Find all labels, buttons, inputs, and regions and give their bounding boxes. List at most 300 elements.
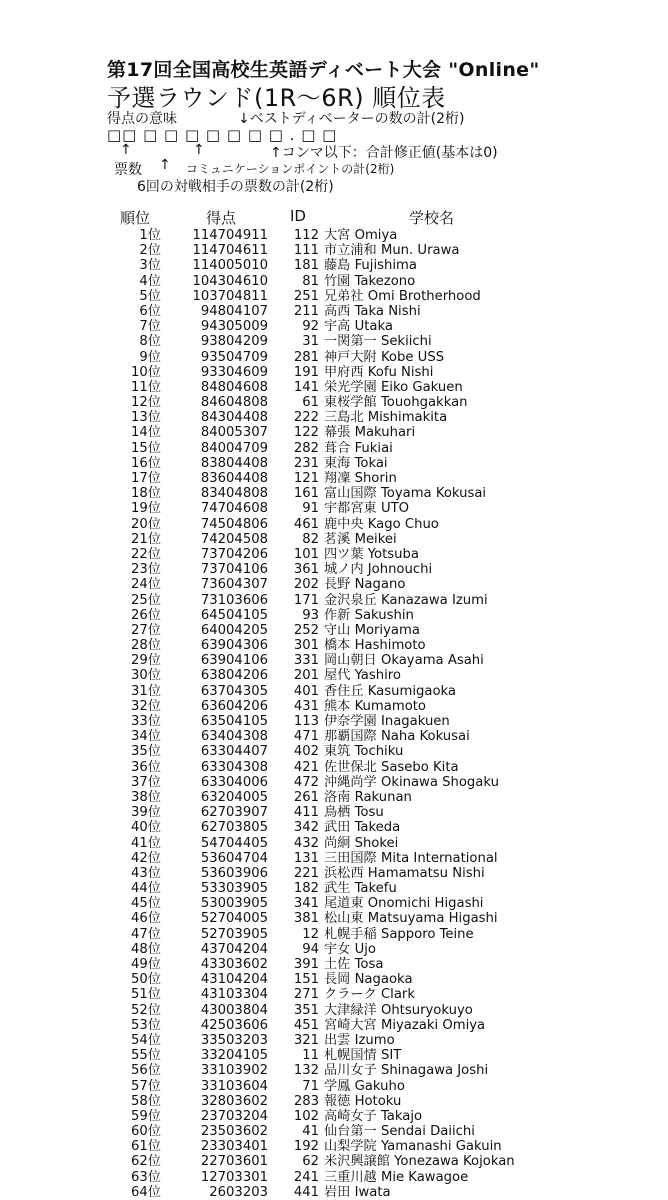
table-row bbox=[0, 380, 668, 395]
id-cell: 202 bbox=[293, 577, 319, 593]
rank-cell: 7位 bbox=[139, 319, 161, 335]
table-row bbox=[0, 1018, 668, 1033]
school-cell: 葺合 Fukiai bbox=[324, 440, 393, 456]
school-cell: 武田 Takeda bbox=[324, 820, 401, 836]
score-cell: 52704005 bbox=[200, 911, 268, 927]
school-cell: 長野 Nagano bbox=[324, 577, 406, 593]
id-cell: 231 bbox=[293, 455, 319, 471]
rank-cell: 37位 bbox=[131, 774, 161, 790]
column-header-school: 学校名 bbox=[409, 209, 455, 227]
rank-cell: 52位 bbox=[131, 1002, 161, 1018]
id-cell: 182 bbox=[293, 881, 319, 897]
school-cell: 岩田 Iwata bbox=[324, 1184, 391, 1200]
score-cell: 12703301 bbox=[200, 1169, 268, 1185]
id-cell: 283 bbox=[293, 1093, 319, 1109]
table-row bbox=[0, 517, 668, 532]
school-cell: 屋代 Yashiro bbox=[324, 668, 401, 684]
table-row bbox=[0, 623, 668, 638]
id-cell: 222 bbox=[293, 410, 319, 426]
school-cell: 米沢興譲館 Yonezawa Kojokan bbox=[324, 1154, 515, 1170]
school-cell: 洛南 Rakunan bbox=[324, 789, 412, 805]
table-row bbox=[0, 228, 668, 243]
rank-cell: 17位 bbox=[131, 471, 161, 486]
score-cell: 33503203 bbox=[200, 1032, 268, 1048]
rank-cell: 14位 bbox=[131, 425, 161, 441]
rank-cell: 6位 bbox=[139, 303, 161, 319]
score-cell: 63704305 bbox=[200, 683, 268, 699]
table-row bbox=[0, 608, 668, 623]
table-row bbox=[0, 684, 668, 699]
legend-digit-boxes: □□ □ □ □ □ □ □ □ . □ □ bbox=[107, 126, 338, 144]
school-cell: 三島北 Mishimakita bbox=[324, 410, 448, 426]
score-cell: 43704204 bbox=[200, 941, 268, 957]
rank-cell: 57位 bbox=[131, 1078, 161, 1094]
school-cell: 札幌手稲 Sapporo Teine bbox=[324, 926, 474, 942]
score-cell: 114704611 bbox=[192, 243, 268, 259]
rank-cell: 40位 bbox=[131, 820, 161, 836]
rank-cell: 1位 bbox=[139, 228, 161, 243]
score-cell: 103704811 bbox=[192, 288, 268, 304]
table-row bbox=[0, 866, 668, 881]
school-cell: 四ツ葉 Yotsuba bbox=[324, 546, 419, 562]
rank-cell: 62位 bbox=[131, 1154, 161, 1170]
table-row bbox=[0, 881, 668, 896]
legend-arrow-opponents: ↑ bbox=[159, 157, 171, 173]
table-row bbox=[0, 593, 668, 608]
rank-cell: 31位 bbox=[131, 683, 161, 699]
rank-cell: 13位 bbox=[131, 410, 161, 426]
id-cell: 211 bbox=[293, 303, 319, 319]
school-cell: 東海 Tokai bbox=[324, 455, 388, 471]
table-row bbox=[0, 653, 668, 668]
school-cell: 大宮 Omiya bbox=[324, 228, 398, 243]
id-cell: 111 bbox=[293, 243, 319, 259]
table-row bbox=[0, 532, 668, 547]
school-cell: 幕張 Makuhari bbox=[324, 425, 416, 441]
id-cell: 81 bbox=[302, 273, 319, 289]
table-row bbox=[0, 1079, 668, 1094]
school-cell: 尾道東 Onomichi Higashi bbox=[324, 896, 484, 912]
school-cell: 宇女 Ujo bbox=[324, 941, 376, 957]
id-cell: 141 bbox=[293, 379, 319, 395]
school-cell: 那覇国際 Naha Kokusai bbox=[324, 729, 470, 745]
id-cell: 171 bbox=[293, 592, 319, 608]
id-cell: 402 bbox=[293, 744, 319, 760]
score-cell: 84604808 bbox=[200, 395, 268, 411]
score-cell: 83404808 bbox=[200, 486, 268, 502]
score-cell: 114005010 bbox=[192, 258, 268, 274]
score-cell: 63604206 bbox=[200, 698, 268, 714]
id-cell: 132 bbox=[293, 1063, 319, 1079]
id-cell: 472 bbox=[293, 774, 319, 790]
id-cell: 161 bbox=[293, 486, 319, 502]
table-row bbox=[0, 410, 668, 425]
table-row bbox=[0, 547, 668, 562]
school-cell: 鹿中央 Kago Chuo bbox=[324, 516, 439, 532]
id-cell: 301 bbox=[293, 638, 319, 654]
column-header-id: ID bbox=[290, 207, 306, 225]
rank-cell: 63位 bbox=[131, 1169, 161, 1185]
id-cell: 391 bbox=[293, 957, 319, 972]
rank-cell: 5位 bbox=[139, 288, 161, 304]
table-row bbox=[0, 562, 668, 577]
score-cell: 83604408 bbox=[200, 471, 268, 486]
rank-cell: 21位 bbox=[131, 531, 161, 547]
table-row bbox=[0, 1124, 668, 1139]
id-cell: 71 bbox=[302, 1078, 319, 1094]
score-cell: 74704608 bbox=[200, 501, 268, 517]
rank-cell: 64位 bbox=[131, 1184, 161, 1200]
school-cell: 竹園 Takezono bbox=[324, 273, 416, 289]
school-cell: 佐世保北 Sasebo Kita bbox=[324, 759, 459, 775]
school-cell: 土佐 Tosa bbox=[324, 957, 384, 972]
rank-cell: 29位 bbox=[131, 653, 161, 669]
rank-cell: 41位 bbox=[131, 835, 161, 851]
score-cell: 53603906 bbox=[200, 865, 268, 881]
score-cell: 74204508 bbox=[200, 531, 268, 547]
id-cell: 113 bbox=[293, 714, 319, 729]
table-row bbox=[0, 851, 668, 866]
rank-cell: 12位 bbox=[131, 395, 161, 411]
school-cell: 出雲 Izumo bbox=[324, 1032, 395, 1048]
table-row bbox=[0, 927, 668, 942]
rank-cell: 43位 bbox=[131, 865, 161, 881]
rank-cell: 61位 bbox=[131, 1139, 161, 1155]
table-row bbox=[0, 334, 668, 349]
id-cell: 122 bbox=[293, 425, 319, 441]
school-cell: 富山国際 Toyama Kokusai bbox=[324, 486, 487, 502]
table-row bbox=[0, 1185, 668, 1200]
rank-cell: 39位 bbox=[131, 805, 161, 821]
id-cell: 31 bbox=[302, 334, 319, 350]
school-cell: 東桜学館 Touohgakkan bbox=[324, 395, 468, 411]
school-cell: 宇都宮東 UTO bbox=[324, 501, 410, 517]
score-cell: 62703907 bbox=[200, 805, 268, 821]
id-cell: 11 bbox=[302, 1048, 319, 1064]
id-cell: 62 bbox=[302, 1154, 319, 1170]
legend-comma-note: ↑コンマ以下：合計修正値(基本は0) bbox=[270, 145, 498, 161]
school-cell: 熊本 Kumamoto bbox=[324, 698, 426, 714]
score-cell: 73704206 bbox=[200, 546, 268, 562]
table-row bbox=[0, 1063, 668, 1078]
score-cell: 84804608 bbox=[200, 379, 268, 395]
table-row bbox=[0, 668, 668, 683]
score-cell: 63504105 bbox=[200, 714, 268, 729]
school-cell: 翔凜 Shorin bbox=[324, 471, 397, 486]
school-cell: 作新 Sakushin bbox=[324, 607, 414, 623]
school-cell: 沖縄尚学 Okinawa Shogaku bbox=[324, 774, 499, 790]
table-row bbox=[0, 258, 668, 273]
school-cell: 兄弟社 Omi Brotherhood bbox=[324, 288, 481, 304]
rank-cell: 16位 bbox=[131, 455, 161, 471]
rank-cell: 26位 bbox=[131, 607, 161, 623]
score-cell: 63204005 bbox=[200, 789, 268, 805]
score-cell: 84304408 bbox=[200, 410, 268, 426]
rank-cell: 18位 bbox=[131, 486, 161, 502]
table-row bbox=[0, 987, 668, 1002]
table-row bbox=[0, 350, 668, 365]
id-cell: 112 bbox=[293, 228, 319, 243]
score-cell: 83804408 bbox=[200, 455, 268, 471]
id-cell: 411 bbox=[293, 805, 319, 821]
id-cell: 181 bbox=[293, 258, 319, 274]
id-cell: 131 bbox=[293, 850, 319, 866]
score-cell: 23303401 bbox=[200, 1139, 268, 1155]
rank-cell: 10位 bbox=[131, 364, 161, 380]
school-cell: 尚絅 Shokei bbox=[324, 835, 399, 851]
table-row bbox=[0, 1094, 668, 1109]
table-row bbox=[0, 243, 668, 258]
score-cell: 74504806 bbox=[200, 516, 268, 532]
id-cell: 432 bbox=[293, 835, 319, 851]
school-cell: 藤島 Fujishima bbox=[324, 258, 417, 274]
id-cell: 451 bbox=[293, 1017, 319, 1033]
school-cell: 金沢泉丘 Kanazawa Izumi bbox=[324, 592, 488, 608]
score-cell: 73604307 bbox=[200, 577, 268, 593]
school-cell: 甲府西 Kofu Nishi bbox=[324, 364, 434, 380]
rank-cell: 50位 bbox=[131, 972, 161, 988]
rank-cell: 51位 bbox=[131, 987, 161, 1003]
rank-cell: 25位 bbox=[131, 592, 161, 608]
school-cell: 品川女子 Shinagawa Joshi bbox=[324, 1063, 489, 1079]
id-cell: 201 bbox=[293, 668, 319, 684]
id-cell: 252 bbox=[293, 622, 319, 638]
school-cell: 高西 Taka Nishi bbox=[324, 303, 421, 319]
id-cell: 271 bbox=[293, 987, 319, 1003]
school-cell: 岡山朝日 Okayama Asahi bbox=[324, 653, 484, 669]
table-row bbox=[0, 1033, 668, 1048]
table-row bbox=[0, 1109, 668, 1124]
table-row bbox=[0, 744, 668, 759]
score-cell: 23703204 bbox=[200, 1108, 268, 1124]
id-cell: 471 bbox=[293, 729, 319, 745]
id-cell: 102 bbox=[293, 1108, 319, 1124]
school-cell: 伊奈学園 Inagakuen bbox=[324, 714, 450, 729]
score-cell: 93304609 bbox=[200, 364, 268, 380]
score-cell: 33103902 bbox=[200, 1063, 268, 1079]
table-row bbox=[0, 896, 668, 911]
id-cell: 12 bbox=[302, 926, 319, 942]
rank-cell: 46位 bbox=[131, 911, 161, 927]
rank-cell: 60位 bbox=[131, 1124, 161, 1140]
table-row bbox=[0, 501, 668, 516]
score-cell: 63304407 bbox=[200, 744, 268, 760]
score-cell: 53303905 bbox=[200, 881, 268, 897]
school-cell: 神戸大附 Kobe USS bbox=[324, 349, 445, 365]
table-row bbox=[0, 395, 668, 410]
school-cell: 長岡 Nagaoka bbox=[324, 972, 413, 988]
school-cell: 報徳 Hotoku bbox=[324, 1093, 402, 1109]
school-cell: 一関第一 Sekiichi bbox=[324, 334, 432, 350]
page-title: 第17回全国高校生英語ディベート大会 "Online" bbox=[107, 59, 540, 81]
rank-cell: 22位 bbox=[131, 546, 161, 562]
id-cell: 192 bbox=[293, 1139, 319, 1155]
school-cell: 市立浦和 Mun. Urawa bbox=[324, 243, 460, 259]
rank-cell: 38位 bbox=[131, 789, 161, 805]
score-cell: 54704405 bbox=[200, 835, 268, 851]
score-cell: 63904106 bbox=[200, 653, 268, 669]
ranking-table bbox=[0, 228, 668, 1200]
legend-comm-points-note: コミュニケーションポイントの計(2桁) bbox=[186, 162, 395, 176]
rank-cell: 23位 bbox=[131, 562, 161, 578]
id-cell: 221 bbox=[293, 865, 319, 881]
id-cell: 93 bbox=[302, 607, 319, 623]
score-cell: 22703601 bbox=[200, 1154, 268, 1170]
table-row bbox=[0, 957, 668, 972]
school-cell: 武生 Takefu bbox=[324, 881, 397, 897]
rank-cell: 8位 bbox=[139, 334, 161, 350]
score-cell: 43003804 bbox=[200, 1002, 268, 1018]
id-cell: 441 bbox=[293, 1184, 319, 1200]
rank-cell: 20位 bbox=[131, 516, 161, 532]
score-cell: 104304610 bbox=[192, 273, 268, 289]
id-cell: 61 bbox=[302, 395, 319, 411]
legend-best-debater-note: ↓ベストディベーターの数の計(2桁) bbox=[238, 111, 465, 127]
school-cell: 学鳳 Gakuho bbox=[324, 1078, 405, 1094]
rank-cell: 32位 bbox=[131, 698, 161, 714]
table-row bbox=[0, 638, 668, 653]
rank-cell: 34位 bbox=[131, 729, 161, 745]
rank-cell: 45位 bbox=[131, 896, 161, 912]
column-header-score: 得点 bbox=[206, 209, 237, 227]
id-cell: 121 bbox=[293, 471, 319, 486]
table-row bbox=[0, 577, 668, 592]
score-cell: 63404308 bbox=[200, 729, 268, 745]
table-row bbox=[0, 911, 668, 926]
rank-cell: 19位 bbox=[131, 501, 161, 517]
rank-cell: 27位 bbox=[131, 622, 161, 638]
id-cell: 321 bbox=[293, 1032, 319, 1048]
score-cell: 63304308 bbox=[200, 759, 268, 775]
rank-cell: 30位 bbox=[131, 668, 161, 684]
rank-cell: 59位 bbox=[131, 1108, 161, 1124]
table-header bbox=[0, 207, 668, 227]
rank-cell: 15位 bbox=[131, 440, 161, 456]
rank-cell: 54位 bbox=[131, 1032, 161, 1048]
rank-cell: 47位 bbox=[131, 926, 161, 942]
score-cell: 64004205 bbox=[200, 622, 268, 638]
id-cell: 282 bbox=[293, 440, 319, 456]
table-row bbox=[0, 425, 668, 440]
page-subtitle: 予選ラウンド(1R～6R) 順位表 bbox=[107, 84, 446, 112]
rank-cell: 48位 bbox=[131, 941, 161, 957]
id-cell: 401 bbox=[293, 683, 319, 699]
score-cell: 43104204 bbox=[200, 972, 268, 988]
id-cell: 261 bbox=[293, 789, 319, 805]
school-cell: 松山東 Matsuyama Higashi bbox=[324, 911, 498, 927]
score-cell: 73103606 bbox=[200, 592, 268, 608]
score-cell: 53003905 bbox=[200, 896, 268, 912]
legend-votes-label: 票数 bbox=[114, 162, 142, 178]
score-cell: 43303602 bbox=[200, 957, 268, 972]
school-cell: 三田国際 Mita International bbox=[324, 850, 498, 866]
table-row bbox=[0, 304, 668, 319]
rank-cell: 4位 bbox=[139, 273, 161, 289]
rank-cell: 58位 bbox=[131, 1093, 161, 1109]
school-cell: 札幌国情 SIT bbox=[324, 1048, 402, 1064]
score-cell: 84005307 bbox=[200, 425, 268, 441]
table-row bbox=[0, 1003, 668, 1018]
score-cell: 43103304 bbox=[200, 987, 268, 1003]
id-cell: 342 bbox=[293, 820, 319, 836]
table-row bbox=[0, 486, 668, 501]
table-row bbox=[0, 274, 668, 289]
rank-cell: 3位 bbox=[139, 258, 161, 274]
school-cell: 宇高 Utaka bbox=[324, 319, 393, 335]
id-cell: 281 bbox=[293, 349, 319, 365]
id-cell: 461 bbox=[293, 516, 319, 532]
table-row bbox=[0, 441, 668, 456]
table-row bbox=[0, 1170, 668, 1185]
score-cell: 33204105 bbox=[200, 1048, 268, 1064]
table-row bbox=[0, 714, 668, 729]
score-cell: 94804107 bbox=[200, 303, 268, 319]
table-row bbox=[0, 942, 668, 957]
rank-cell: 36位 bbox=[131, 759, 161, 775]
score-cell: 94305009 bbox=[200, 319, 268, 335]
id-cell: 91 bbox=[302, 501, 319, 517]
table-row bbox=[0, 836, 668, 851]
school-cell: 香住丘 Kasumigaoka bbox=[324, 683, 456, 699]
rank-cell: 42位 bbox=[131, 850, 161, 866]
score-cell: 62703805 bbox=[200, 820, 268, 836]
table-row bbox=[0, 699, 668, 714]
score-cell: 33103604 bbox=[200, 1078, 268, 1094]
table-row bbox=[0, 820, 668, 835]
score-cell: 53604704 bbox=[200, 850, 268, 866]
rank-cell: 9位 bbox=[139, 349, 161, 365]
table-row bbox=[0, 1048, 668, 1063]
school-cell: 橋本 Hashimoto bbox=[324, 638, 426, 654]
table-row bbox=[0, 972, 668, 987]
table-row bbox=[0, 790, 668, 805]
school-cell: 山梨学院 Yamanashi Gakuin bbox=[324, 1139, 502, 1155]
school-cell: 宮崎大宮 Miyazaki Omiya bbox=[324, 1017, 486, 1033]
table-row bbox=[0, 775, 668, 790]
rank-cell: 28位 bbox=[131, 638, 161, 654]
legend-arrow-comm: ↑ bbox=[193, 142, 205, 158]
rank-cell: 24位 bbox=[131, 577, 161, 593]
id-cell: 331 bbox=[293, 653, 319, 669]
score-cell: 114704911 bbox=[192, 228, 268, 243]
id-cell: 151 bbox=[293, 972, 319, 988]
rank-cell: 35位 bbox=[131, 744, 161, 760]
school-cell: 茗溪 Meikei bbox=[324, 531, 397, 547]
school-cell: 守山 Moriyama bbox=[324, 622, 420, 638]
school-cell: 栄光学園 Eiko Gakuen bbox=[324, 379, 463, 395]
school-cell: 三重川越 Mie Kawagoe bbox=[324, 1169, 469, 1185]
id-cell: 341 bbox=[293, 896, 319, 912]
rank-cell: 44位 bbox=[131, 881, 161, 897]
table-row bbox=[0, 289, 668, 304]
score-cell: 64504105 bbox=[200, 607, 268, 623]
score-cell: 84004709 bbox=[200, 440, 268, 456]
id-cell: 41 bbox=[302, 1124, 319, 1140]
score-cell: 93504709 bbox=[200, 349, 268, 365]
table-row bbox=[0, 471, 668, 486]
school-cell: 仙台第一 Sendai Daiichi bbox=[324, 1124, 475, 1140]
id-cell: 381 bbox=[293, 911, 319, 927]
column-header-rank: 順位 bbox=[120, 209, 151, 227]
table-row bbox=[0, 760, 668, 775]
legend-opponents-note: 6回の対戦相手の票数の計(2桁) bbox=[137, 179, 334, 195]
table-row bbox=[0, 805, 668, 820]
table-row bbox=[0, 1139, 668, 1154]
rank-cell: 53位 bbox=[131, 1017, 161, 1033]
legend-arrow-votes: ↑ bbox=[120, 142, 132, 158]
id-cell: 94 bbox=[302, 941, 319, 957]
score-cell: 73704106 bbox=[200, 562, 268, 578]
